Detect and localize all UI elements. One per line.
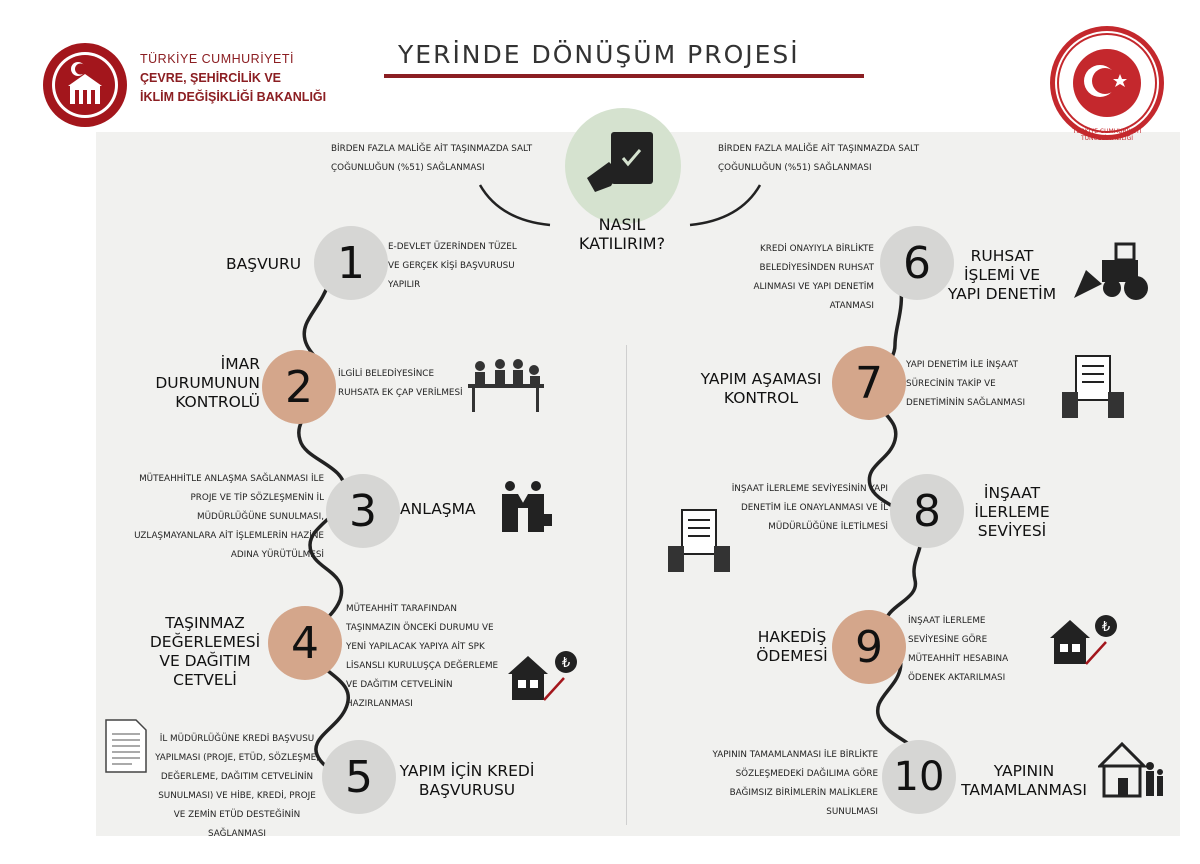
title-underline: [384, 74, 864, 78]
step-1-number: 1: [314, 226, 388, 300]
step-10-number: 10: [882, 740, 956, 814]
step-7-description: YAPI DENETİM İLE İNŞAAT SÜRECİNİN TAKİP VE DENETİMİNİN SAĞLANMASI: [906, 360, 1026, 408]
step-8-description: İNŞAAT İLERLEME SEVİYESİNİN YAPI DENETİM İLE ONAYLANMASI VE İL MÜDÜRLÜĞÜNE İLETİLMESİ: [731, 484, 888, 532]
step-4-label: TAŞINMAZ DEĞERLEMESİ VE DAĞITIM CETVELİ: [149, 614, 261, 689]
seal-text: TÜRKİYE CUMHURİYETİ TUNCELİ VALİLİĞİ: [1072, 128, 1142, 142]
intro-right-text: BİRDEN FAZLA MALİĞE AİT TAŞINMAZDA SALT ÇOĞUNLUĞUN (%51) SAĞLANMASI: [718, 144, 920, 173]
step-6-label: RUHSAT İŞLEMİ VE YAPI DENETİM: [947, 247, 1057, 303]
step-10-description: YAPININ TAMAMLANMASI İLE BİRLİKTE SÖZLEŞMEDEKİ DAĞILIMA GÖRE BAĞIMSIZ BİRİMLERİN MALİKLERE SUNULMASI: [712, 750, 878, 817]
step-5-label: YAPIM İÇİN KREDİ BAŞVURUSU: [399, 762, 535, 799]
step-8-label: İNŞAAT İLERLEME SEVİYESİ: [974, 484, 1050, 540]
checklist-icon-2: [666, 506, 732, 574]
vote-hand-icon: [565, 108, 681, 224]
page-title: YERİNDE DÖNÜŞÜM PROJESİ: [398, 40, 800, 69]
ministry-logo-icon: [40, 40, 130, 130]
center-divider: [626, 345, 627, 825]
step-8-number: 8: [890, 474, 964, 548]
meeting-icon: [464, 356, 548, 414]
ministry-name: [140, 50, 326, 107]
governorship-seal-icon: [1048, 24, 1166, 142]
step-3-label: ANLAŞMA: [400, 500, 476, 518]
bulldozer-icon: [1072, 240, 1152, 302]
handshake-icon: [498, 480, 554, 534]
svg-text:₺: ₺: [561, 656, 571, 671]
step-5-description: İL MÜDÜRLÜĞÜNE KREDİ BAŞVUSU YAPILMASI (PROJE, ETÜD, SÖZLEŞME, DEĞERLEME, DAĞITIM CETVELİNİN SUNULMASI) VE HİBE, KREDİ, PROJE VE ZEMİN ETÜD DESTEĞİNİN SAĞLANMASI: [155, 734, 319, 839]
step-7-number: 7: [832, 346, 906, 420]
question-line-1: NASIL: [598, 215, 646, 234]
step-7-label: YAPIM AŞAMASI KONTROL: [700, 370, 822, 407]
step-9-number: 9: [832, 610, 906, 684]
step-5-number: 5: [322, 740, 396, 814]
step-2-label: İMAR DURUMUNUN KONTROLÜ: [155, 355, 260, 411]
step-1-description: E-DEVLET ÜZERİNDEN TÜZEL VE GERÇEK KİŞİ BAŞVURUSU YAPILIR: [388, 242, 517, 290]
step-3-description: MÜTEAHHİTLE ANLAŞMA SAĞLANMASI İLE PROJE VE TİP SÖZLEŞMENİN İL MÜDÜRLÜĞÜNE SUNULMASI, UZLAŞMAYANLARA AİT İŞLEMLERİN HAZİNE ADINA YÜRÜTÜLMESİ: [134, 474, 324, 560]
step-4-number: 4: [268, 606, 342, 680]
ministry-line-2: ÇEVRE, ŞEHİRCİLİK VE: [140, 71, 281, 85]
intro-left-text: BİRDEN FAZLA MALİĞE AİT TAŞINMAZDA SALT ÇOĞUNLUĞUN (%51) SAĞLANMASI: [331, 144, 533, 173]
step-6-description: KREDİ ONAYIYLA BİRLİKTE BELEDİYESİNDEN RUHSAT ALINMASI VE YAPI DENETİM ATANMASI: [753, 244, 874, 311]
step-2-number: 2: [262, 350, 336, 424]
ministry-line-1: TÜRKİYE CUMHURİYETİ: [140, 52, 294, 66]
step-4-description: MÜTEAHHİT TARAFINDAN TAŞINMAZIN ÖNCEKİ DURUMU VE YENİ YAPILACAK YAPIYA AİT SPK LİSANSLI KURULUŞÇA DEĞERLEME VE DAĞITIM CETVELİNİN HAZIRLANMASI: [346, 604, 499, 709]
checklist-icon: [1060, 352, 1126, 420]
svg-text:₺: ₺: [1101, 620, 1111, 635]
family-home-icon: [1098, 740, 1166, 800]
house-lira-icon-2: [1046, 612, 1120, 668]
step-6-number: 6: [880, 226, 954, 300]
step-1-label: BAŞVURU: [226, 255, 302, 273]
step-3-number: 3: [326, 474, 400, 548]
question-heading: [562, 215, 682, 253]
question-line-2: KATILIRIM?: [578, 234, 666, 253]
step-10-label: YAPININ TAMAMLANMASI: [961, 762, 1087, 799]
step-9-label: HAKEDİŞ ÖDEMESİ: [756, 628, 828, 665]
ministry-line-3: İKLİM DEĞİŞİKLİĞİ BAKANLIĞI: [140, 90, 327, 104]
document-icon: [102, 716, 150, 776]
step-2-description: İLGİLİ BELEDİYESİNCE RUHSATA EK ÇAP VERİLMESİ: [338, 369, 463, 398]
step-9-description: İNŞAAT İLERLEME SEVİYESİNE GÖRE MÜTEAHHİT HESABINA ÖDENEK AKTARILMASI: [908, 616, 1009, 683]
house-lira-icon: [504, 648, 578, 704]
